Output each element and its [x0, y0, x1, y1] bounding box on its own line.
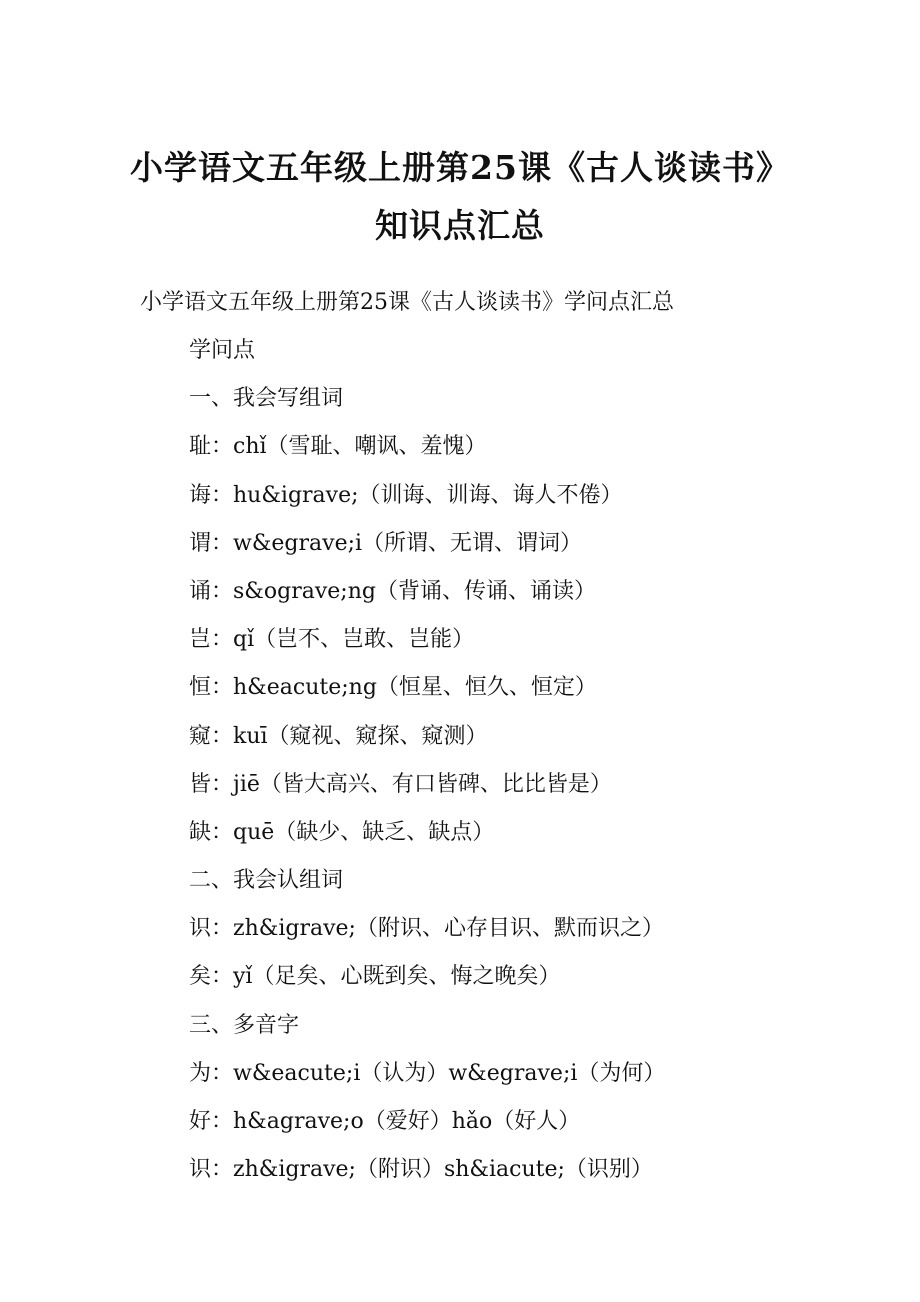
word-entry: 窥：kuī（窥视、窥探、窥测）	[189, 723, 488, 749]
word-entry: 矣：yǐ（足矣、心既到矣、悔之晚矣）	[189, 964, 561, 990]
word-entry: 诵：s&ograve;ng（背诵、传诵、诵读）	[189, 578, 596, 604]
word-entry: 皆：jiē（皆大高兴、有口皆碑、比比皆是）	[189, 771, 612, 797]
word-entry: 识：zh&igrave;（附识、心存目识、默而识之）	[189, 916, 664, 942]
polyphone-entry: 好：h&agrave;o（爱好）hǎo（好人）	[189, 1109, 581, 1134]
polyphone-entry: 识：zh&igrave;（附识）sh&iacute;（识别）	[189, 1157, 653, 1183]
word-entry: 岂：qǐ（岂不、岂敢、岂能）	[189, 627, 475, 653]
section-heading-recognize-words: 二、我会认组词	[189, 868, 344, 894]
document-title-line-2: 知识点汇总	[375, 206, 545, 245]
word-entry: 诲：hu&igrave;（训诲、训诲、诲人不倦）	[189, 482, 623, 508]
polyphone-entry: 为：w&eacute;i（认为）w&egrave;i（为何）	[189, 1060, 666, 1086]
word-entry: 耻：chǐ（雪耻、嘲讽、羞愧）	[189, 434, 487, 460]
word-entry: 缺：quē（缺少、缺乏、缺点）	[189, 819, 495, 845]
section-heading-knowledge-points: 学问点	[189, 338, 256, 363]
document-title-line-1: 小学语文五年级上册第25课《古人谈读书》	[130, 148, 790, 187]
document-subtitle: 小学语文五年级上册第25课《古人谈读书》学问点汇总	[140, 290, 674, 315]
word-entry: 谓：w&egrave;i（所谓、无谓、谓词）	[189, 530, 583, 556]
section-heading-polyphones: 三、多音字	[189, 1012, 300, 1038]
knowledge-point-list	[189, 336, 665, 1203]
section-heading-write-words: 一、我会写组词	[189, 386, 344, 412]
word-entry: 恒：h&eacute;ng（恒星、恒久、恒定）	[189, 675, 597, 701]
